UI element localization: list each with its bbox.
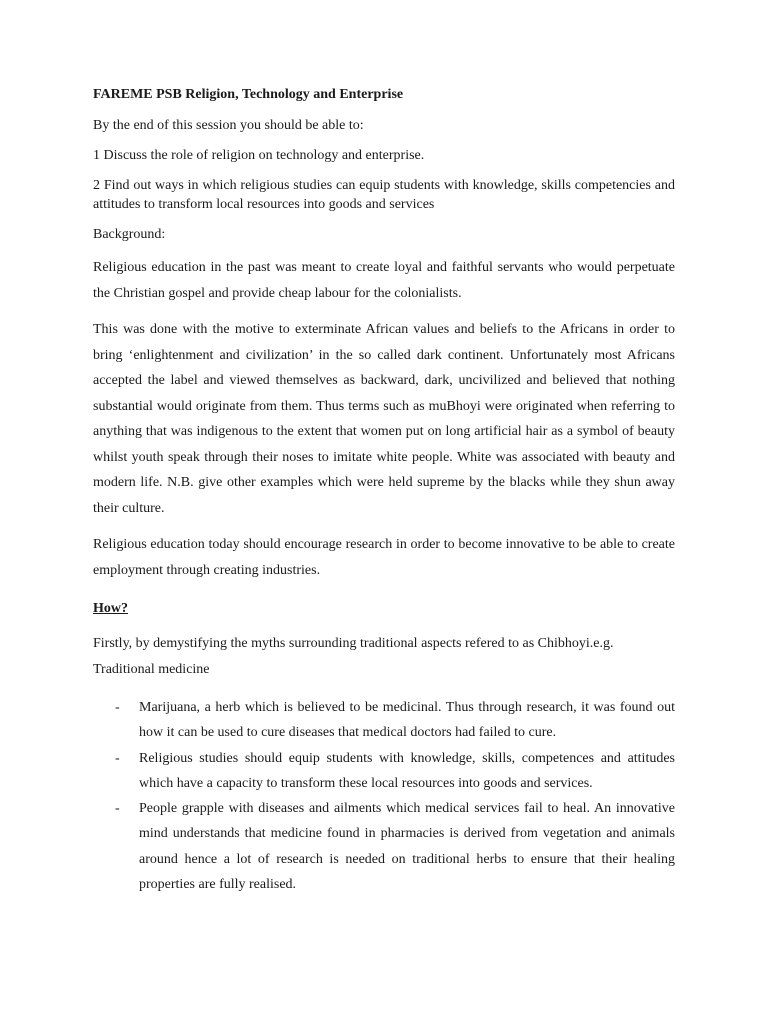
objective-1: 1 Discuss the role of religion on technology and enterprise. — [93, 148, 425, 163]
paragraph-3: Religious education today should encourage research in order to become innovative to be able to create employment through creating industries. — [93, 537, 675, 578]
paragraph-4: Firstly, by demystifying the myths surrounding traditional aspects refered to as Chibhoyi.e.g. Traditional medicine — [93, 636, 614, 677]
bullet-marker: - — [115, 700, 120, 715]
bullet-marker: - — [115, 801, 120, 817]
bullet-list — [93, 695, 675, 897]
list-item — [93, 695, 675, 746]
document-page — [93, 85, 675, 897]
background-heading: Background: — [93, 227, 166, 242]
list-item — [93, 746, 675, 797]
bullet-text: Religious studies should equip students with knowledge, skills, competences and attitudes which have a capacity to transform these local resources into goods and services. — [139, 750, 675, 791]
list-item — [93, 796, 675, 897]
how-heading: How? — [93, 601, 128, 616]
bullet-text: People grapple with diseases and ailments which medical services fail to heal. An innovative mind understands that medicine found in pharmacies is derived from vegetation and animals around hence a lot of research is needed on traditional herbs to ensure that their healing properties are fully realised. — [139, 801, 675, 893]
session-intro: By the end of this session you should be able to: — [93, 118, 364, 133]
paragraph-2: This was done with the motive to exterminate African values and beliefs to the Africans in order to bring ‘enlightenment and civilization’ in the so called dark continent. Unfortunately most Africans accepted the label and viewed themselves as backward, dark, uncivilized and believed that nothing substantial would originate from them. Thus terms such as muBhoyi were originated when referring to anything that was indigenous to the extent that women put on long artificial hair as a symbol of beauty whilst youth speak through their noses to imitate white people. White was associated with beauty and modern life. N.B. give other examples which were held supreme by the blacks while they shun away their culture. — [93, 322, 675, 516]
document-title: FAREME PSB Religion, Technology and Enterprise — [93, 87, 404, 102]
paragraph-1: Religious education in the past was meant to create loyal and faithful servants who would perpetuate the Christian gospel and provide cheap labour for the colonialists. — [93, 260, 675, 301]
bullet-text: Marijuana, a herb which is believed to be medicinal. Thus through research, it was found out how it can be used to cure diseases that medical doctors had failed to cure. — [139, 700, 675, 741]
objective-2: 2 Find out ways in which religious studies can equip students with knowledge, skills competencies and attitudes to transform local resources into goods and services — [93, 178, 675, 212]
bullet-marker: - — [115, 750, 120, 766]
